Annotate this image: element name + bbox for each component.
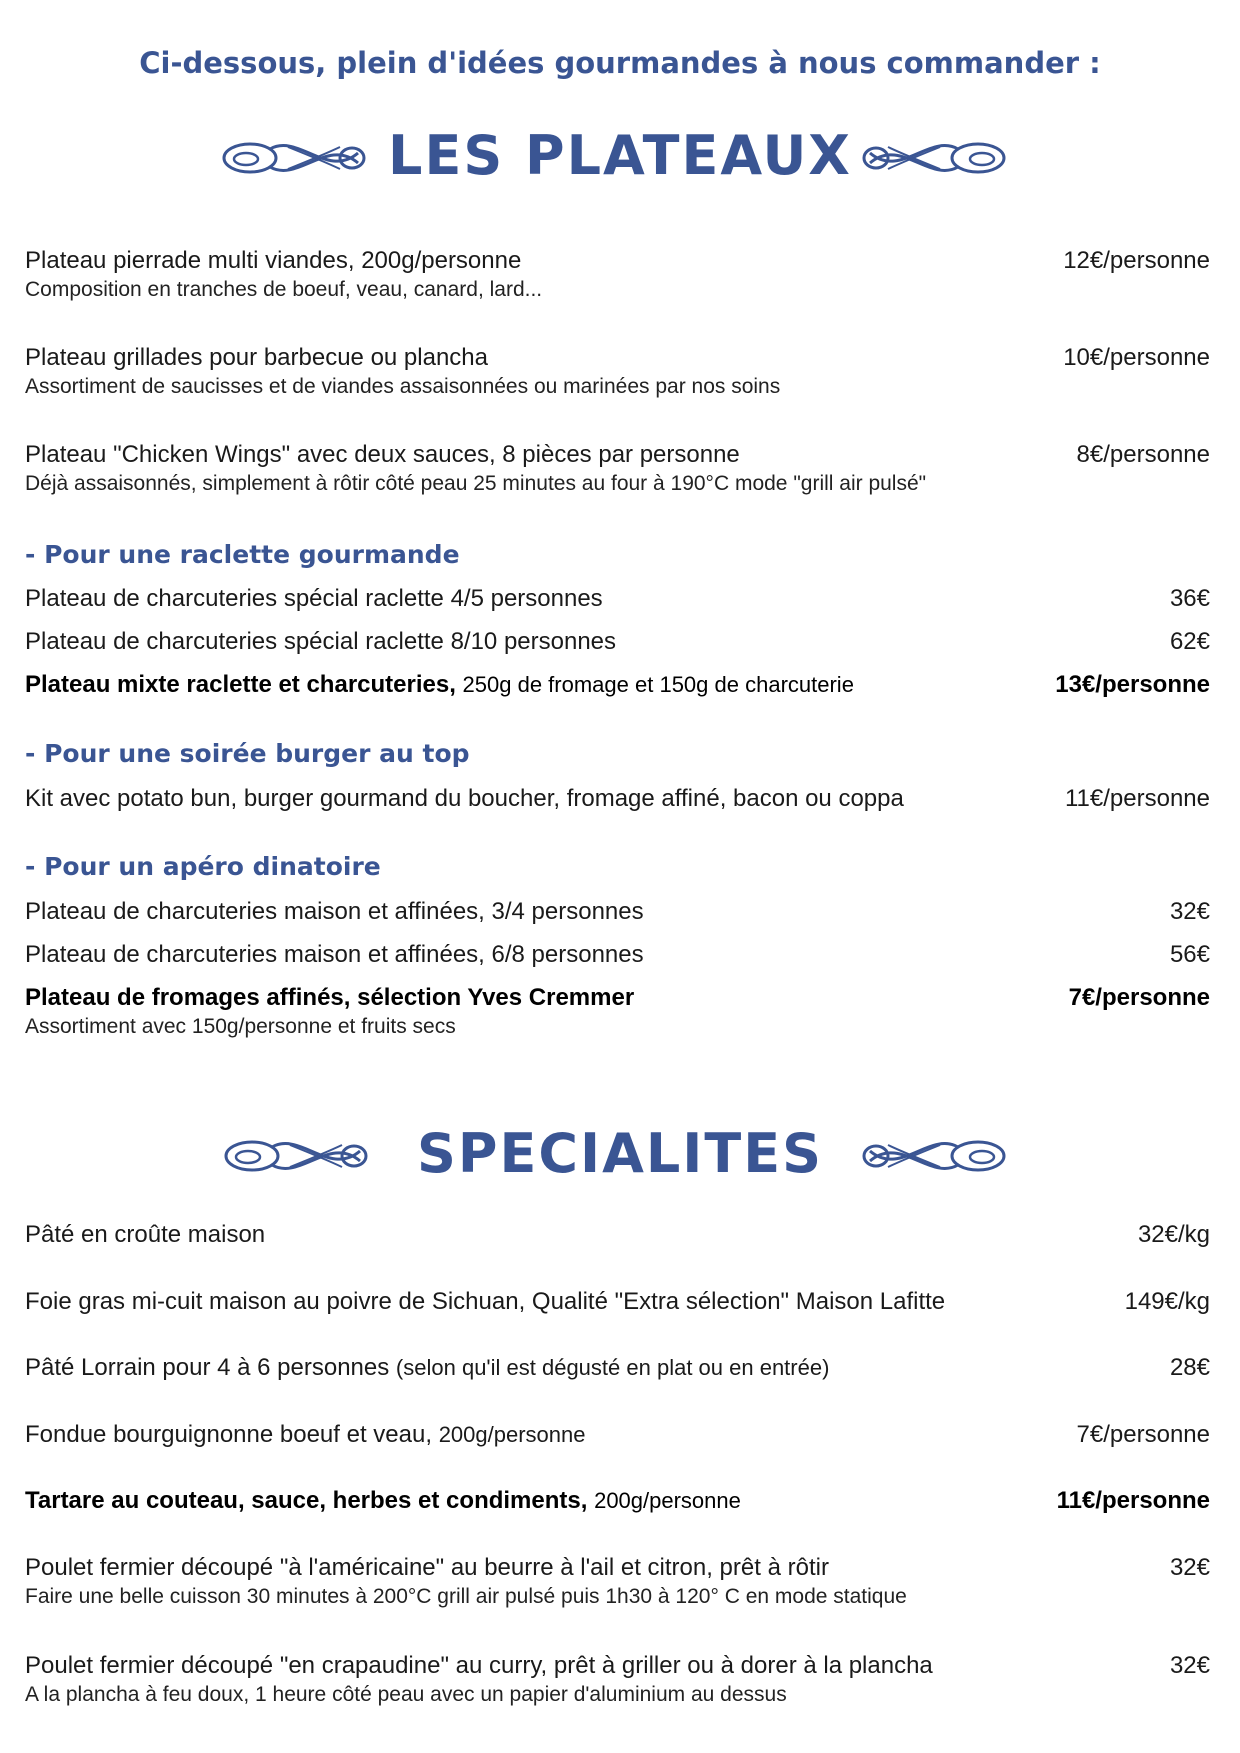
menu-item xyxy=(25,1420,1210,1450)
intro-heading: Ci-dessous, plein d'idées gourmandes à nous commander : xyxy=(139,46,1101,80)
item-name-main: Fondue bourguignonne boeuf et veau, xyxy=(25,1421,433,1448)
menu-item xyxy=(25,246,1210,304)
item-price: 28€ xyxy=(1169,1354,1210,1381)
subsection-heading-apero: - Pour un apéro dinatoire xyxy=(25,852,381,881)
item-name xyxy=(25,1353,1210,1383)
menu-item xyxy=(25,670,1210,700)
item-name: Plateau de charcuteries spécial raclette 4/5 personnes xyxy=(25,585,603,612)
item-price: 32€ xyxy=(1169,1554,1210,1581)
item-price: 149€/kg xyxy=(1124,1288,1210,1315)
item-name-main: Plateau mixte raclette et charcuteries, xyxy=(25,671,456,698)
item-price: 8€/personne xyxy=(1076,441,1210,468)
item-name-main: Tartare au couteau, sauce, herbes et condiments, xyxy=(25,1487,588,1514)
item-name xyxy=(25,670,1210,700)
menu-item xyxy=(25,343,1210,401)
item-name: Poulet fermier découpé "à l'américaine" au beurre à l'ail et citron, prêt à rôtir xyxy=(25,1554,829,1581)
item-price: 10€/personne xyxy=(1063,344,1210,371)
menu-item xyxy=(25,1553,1210,1611)
flourish-ornament-icon xyxy=(860,1133,1010,1179)
menu-item xyxy=(25,584,1210,614)
menu-item xyxy=(25,897,1210,927)
item-name-main: Pâté Lorrain pour 4 à 6 personnes xyxy=(25,1354,390,1381)
menu-item xyxy=(25,1486,1210,1516)
item-price: 11€/personne xyxy=(1064,785,1210,812)
item-price: 32€ xyxy=(1169,898,1210,925)
section-title-specialites: SPECIALITES xyxy=(417,1122,823,1185)
item-price: 11€/personne xyxy=(1056,1487,1210,1514)
item-description: Déjà assaisonnés, simplement à rôtir côté peau 25 minutes au four à 190°C mode "grill air pulsé" xyxy=(25,472,927,495)
menu-item xyxy=(25,440,1210,498)
subsection-heading-raclette: - Pour une raclette gourmande xyxy=(25,540,460,569)
subsection-heading-burger: - Pour une soirée burger au top xyxy=(25,739,470,768)
item-name: Pâté en croûte maison xyxy=(25,1221,266,1248)
menu-item xyxy=(25,784,1210,814)
item-price: 56€ xyxy=(1169,941,1210,968)
section-title-plateaux: LES PLATEAUX xyxy=(388,124,852,187)
item-description: A la plancha à feu doux, 1 heure côté peau avec un papier d'aluminium au dessus xyxy=(25,1683,787,1706)
item-name: Poulet fermier découpé "en crapaudine" au curry, prêt à griller ou à dorer à la plancha xyxy=(25,1652,933,1679)
item-name: Plateau de charcuteries maison et affinées, 3/4 personnes xyxy=(25,898,644,925)
item-description: Assortiment avec 150g/personne et fruits secs xyxy=(25,1015,456,1038)
item-name-detail: 250g de fromage et 150g de charcuterie xyxy=(462,672,854,697)
item-price: 62€ xyxy=(1169,628,1210,655)
item-name: Kit avec potato bun, burger gourmand du boucher, fromage affiné, bacon ou coppa xyxy=(25,785,904,812)
menu-item xyxy=(25,1287,1210,1317)
menu-item xyxy=(25,1353,1210,1383)
item-name: Foie gras mi-cuit maison au poivre de Sichuan, Qualité "Extra sélection" Maison Lafitte xyxy=(25,1288,946,1315)
item-description: Composition en tranches de boeuf, veau, canard, lard... xyxy=(25,278,543,301)
item-name xyxy=(25,1486,1210,1516)
item-price: 12€/personne xyxy=(1063,247,1210,274)
menu-item xyxy=(25,983,1210,1041)
item-price: 13€/personne xyxy=(1055,671,1210,698)
item-name: Plateau pierrade multi viandes, 200g/personne xyxy=(25,247,522,274)
item-name: Plateau de charcuteries spécial raclette 8/10 personnes xyxy=(25,628,617,655)
item-price: 32€/kg xyxy=(1137,1221,1210,1248)
item-name-detail: 200g/personne xyxy=(594,1488,741,1513)
item-description: Faire une belle cuisson 30 minutes à 200°C grill air pulsé puis 1h30 à 120° C en mode statique xyxy=(25,1585,907,1608)
item-name: Plateau de fromages affinés, sélection Yves Cremmer xyxy=(25,984,635,1011)
item-name-detail: (selon qu'il est dégusté en plat ou en entrée) xyxy=(395,1355,830,1380)
item-description: Assortiment de saucisses et de viandes assaisonnées ou marinées par nos soins xyxy=(25,375,781,398)
item-price: 7€/personne xyxy=(1068,984,1210,1011)
item-name: Plateau de charcuteries maison et affinées, 6/8 personnes xyxy=(25,941,644,968)
item-price: 36€ xyxy=(1169,585,1210,612)
menu-item xyxy=(25,940,1210,970)
menu-item xyxy=(25,1220,1210,1250)
item-name: Plateau grillades pour barbecue ou plancha xyxy=(25,344,488,371)
flourish-ornament-icon xyxy=(860,135,1010,181)
item-name xyxy=(25,1420,1210,1450)
item-name: Plateau "Chicken Wings" avec deux sauces, 8 pièces par personne xyxy=(25,441,740,468)
menu-item xyxy=(25,1651,1210,1709)
item-price: 7€/personne xyxy=(1076,1421,1210,1448)
menu-item xyxy=(25,627,1210,657)
item-name-detail: 200g/personne xyxy=(438,1422,586,1447)
item-price: 32€ xyxy=(1169,1652,1210,1679)
